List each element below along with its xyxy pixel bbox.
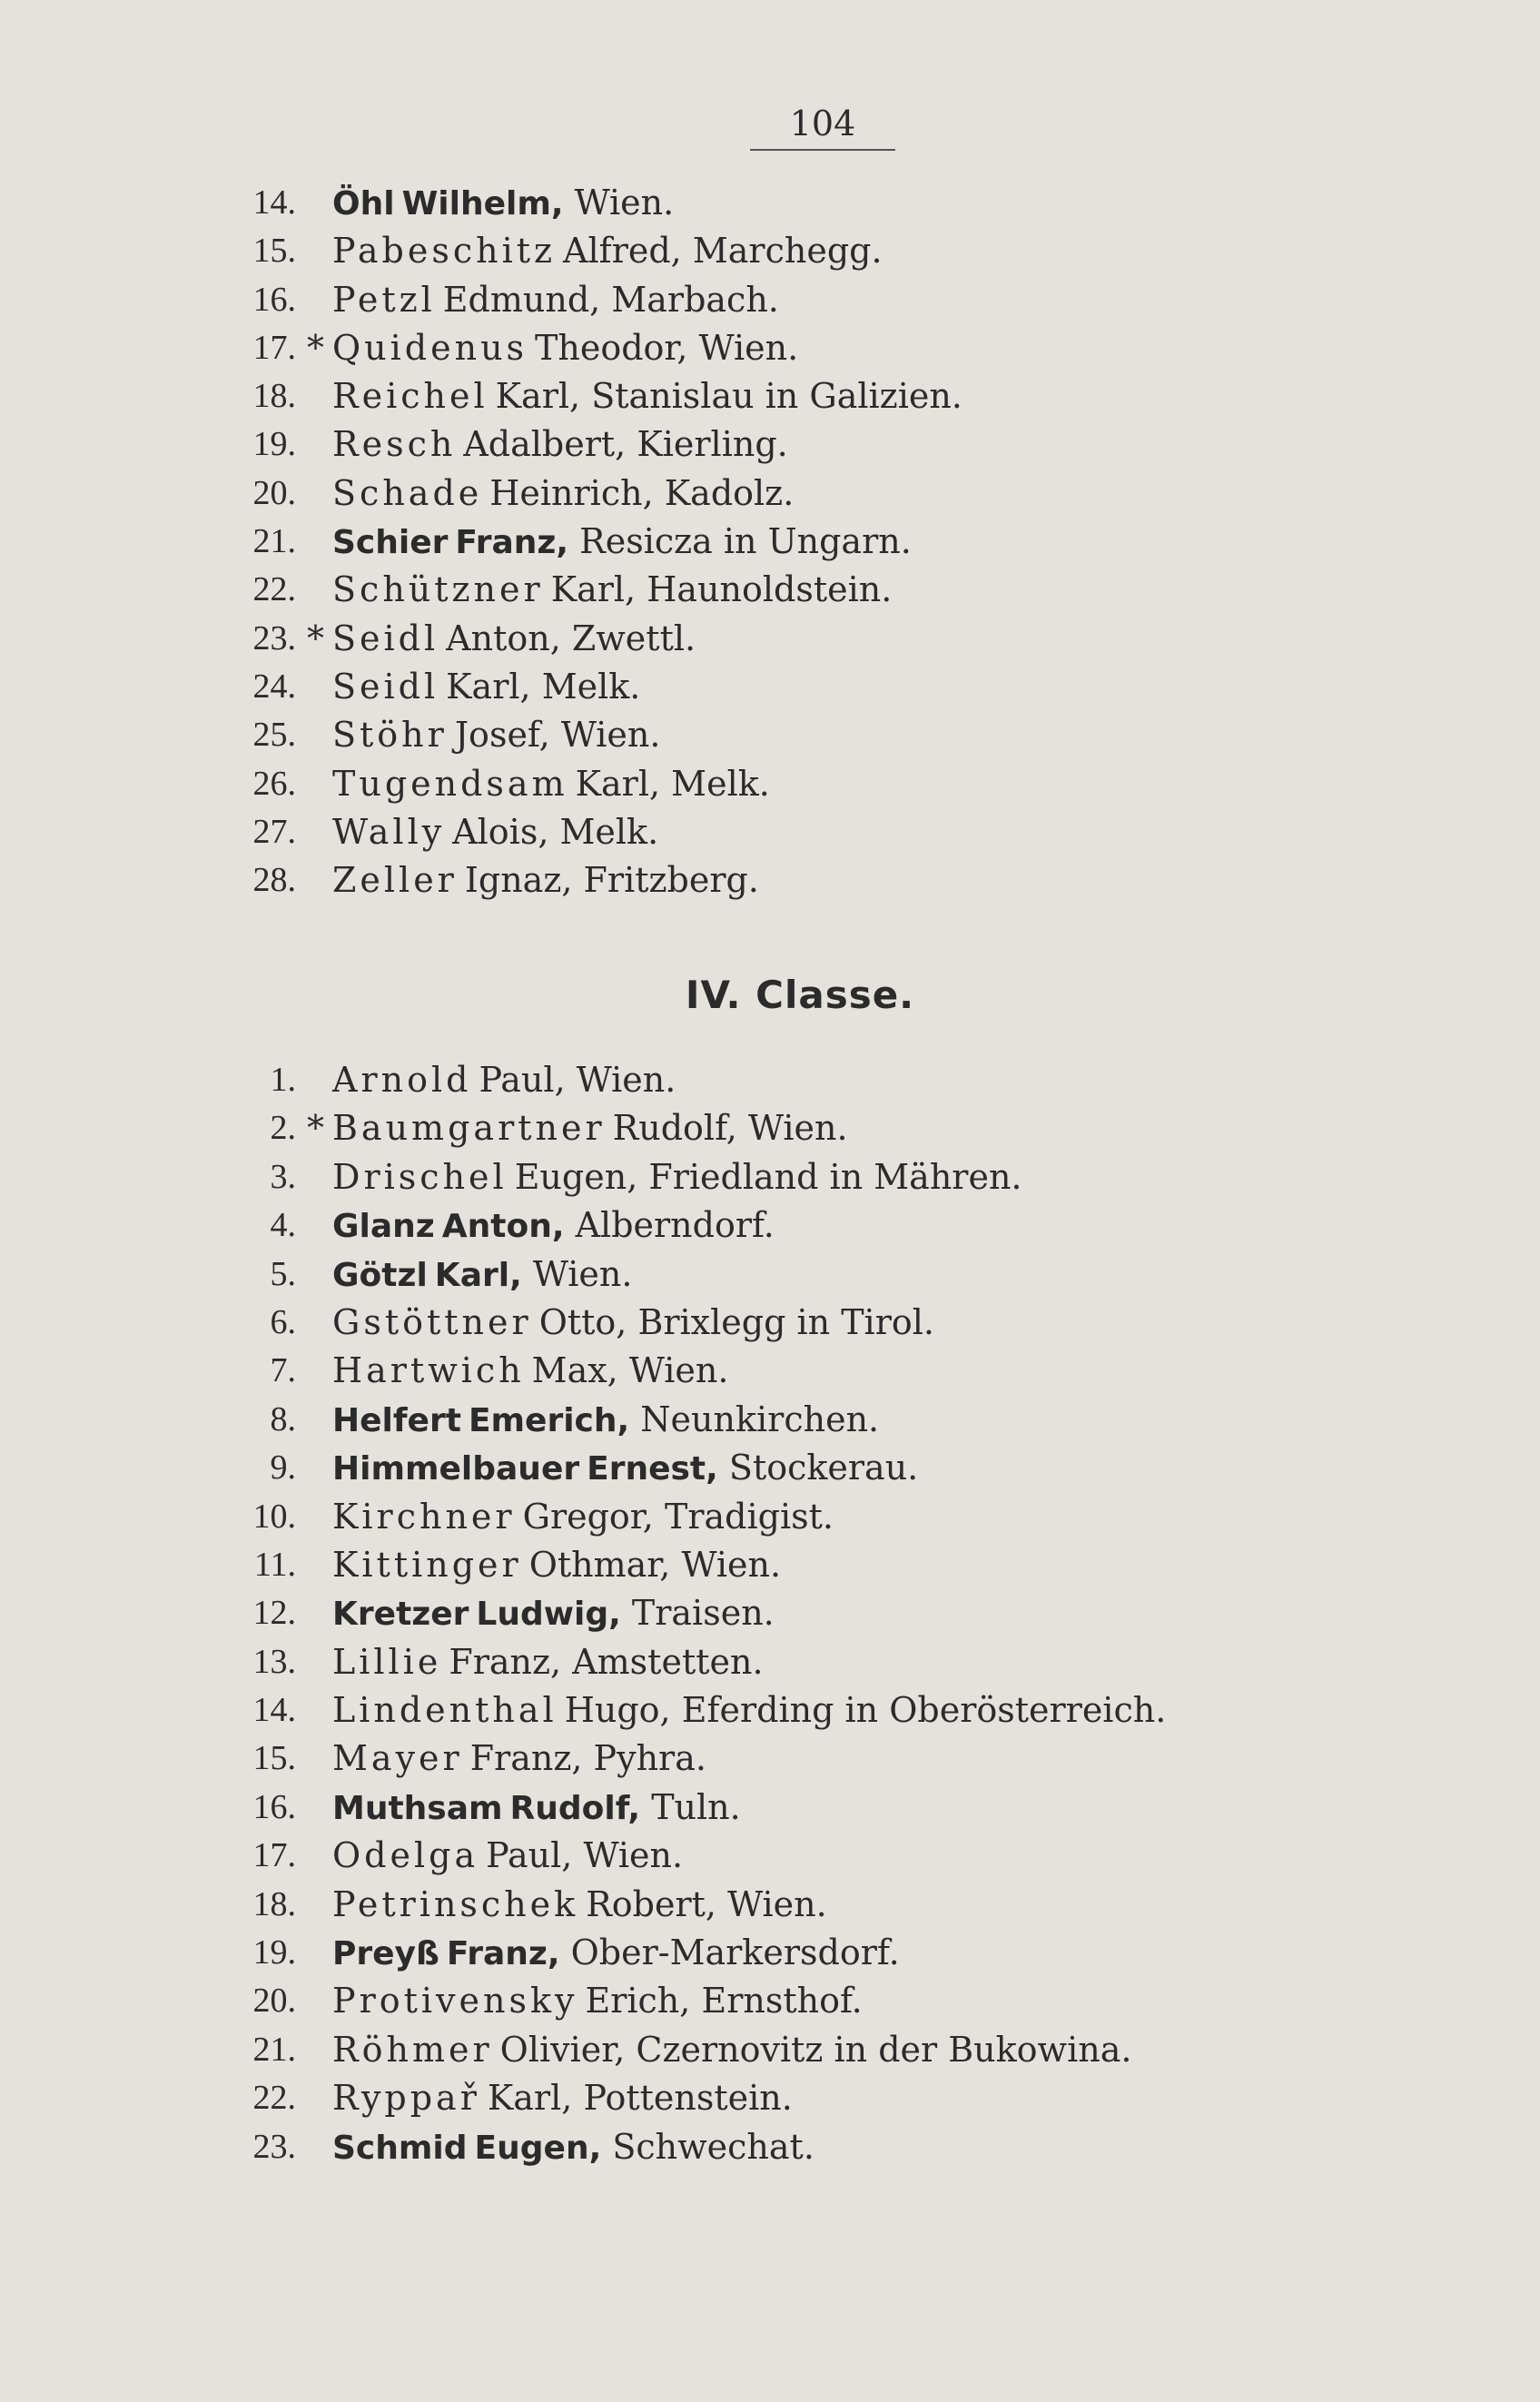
- entry-number: 22.: [252, 2079, 296, 2118]
- student-surname: Glanz: [332, 1208, 435, 1246]
- student-surname: Lindenthal: [332, 1690, 558, 1731]
- entry-number: 12.: [252, 1594, 296, 1633]
- student-hometown: Traisen.: [631, 1593, 775, 1634]
- entry-number: 2.: [270, 1109, 296, 1148]
- student-hometown: Wien.: [628, 1350, 729, 1391]
- student-given-name: Anton,: [441, 1208, 565, 1246]
- entry-number: 5.: [270, 1254, 296, 1293]
- entry-number: 11.: [253, 1545, 296, 1584]
- student-given-name: Paul,: [479, 1060, 566, 1100]
- entry-number: 21.: [252, 2030, 296, 2069]
- student-hometown: Wien.: [681, 1544, 782, 1585]
- entry-text: [332, 1735, 706, 1783]
- list-item: [0, 1444, 1540, 1492]
- student-given-name: Olivier,: [499, 2029, 626, 2070]
- student-hometown: Wien.: [698, 327, 799, 368]
- student-given-name: Emerich,: [468, 1401, 630, 1439]
- student-surname: Röhmer: [332, 2029, 493, 2070]
- entry-number: 3.: [270, 1157, 296, 1196]
- entry-number: 15.: [252, 1739, 296, 1778]
- entry-number: 15.: [252, 232, 296, 271]
- list-item: [0, 1104, 1540, 1152]
- student-hometown: Schwechat.: [612, 2126, 814, 2167]
- list-item: [0, 2123, 1540, 2171]
- list-item: [0, 2026, 1540, 2074]
- page-number: 104: [750, 98, 895, 151]
- student-hometown: Wien.: [583, 1835, 684, 1876]
- list-item: [0, 1347, 1540, 1395]
- student-surname: Reichel: [332, 376, 489, 417]
- entry-text: [332, 1347, 728, 1395]
- list-item: [0, 1396, 1540, 1444]
- student-surname: Helfert: [332, 1401, 461, 1439]
- student-given-name: Karl,: [446, 666, 531, 707]
- asterisk-mark: *: [307, 1108, 324, 1149]
- student-given-name: Josef,: [454, 715, 550, 756]
- student-hometown: Kierling.: [637, 424, 788, 465]
- entry-text: [332, 1541, 781, 1589]
- list-item: [0, 2074, 1540, 2122]
- entry-text: [332, 1201, 775, 1250]
- student-given-name: Alfred,: [563, 231, 682, 272]
- entry-text: [332, 1153, 1022, 1201]
- list-item: [0, 1977, 1540, 2025]
- list-item: [0, 1056, 1540, 1104]
- list-item: [0, 1541, 1540, 1589]
- student-hometown: Pottenstein.: [583, 2078, 793, 2119]
- list-item: [0, 1589, 1540, 1637]
- student-given-name: Franz,: [469, 1738, 583, 1779]
- list-item: [0, 470, 1540, 518]
- student-given-name: Franz,: [449, 1641, 562, 1682]
- student-hometown: Fritzberg.: [583, 860, 759, 901]
- entry-number: 21.: [252, 522, 296, 561]
- list-item: [0, 1832, 1540, 1880]
- entry-text: [332, 420, 788, 469]
- student-surname: Kirchner: [332, 1496, 516, 1537]
- entry-text: [332, 1589, 775, 1638]
- entry-text: [332, 324, 798, 372]
- entry-text: [332, 1977, 863, 2025]
- list-item: [0, 711, 1540, 759]
- entry-number: 22.: [252, 570, 296, 609]
- list-item: [0, 856, 1540, 904]
- section-heading-class-iv: IV. Classe.: [685, 973, 915, 1017]
- list-item: [0, 615, 1540, 663]
- entry-number: 14.: [252, 1691, 296, 1730]
- list-item: [0, 663, 1540, 711]
- entry-text: [332, 1104, 848, 1152]
- entry-text: [332, 2074, 793, 2122]
- student-surname: Seidl: [332, 618, 439, 658]
- student-surname: Resch: [332, 424, 457, 465]
- student-surname: Götzl: [332, 1256, 428, 1294]
- entry-number: 19.: [252, 425, 296, 464]
- student-hometown: Pyhra.: [593, 1738, 706, 1779]
- student-given-name: Franz,: [446, 1935, 560, 1973]
- student-surname: Petrinschek: [332, 1883, 579, 1924]
- entry-number: 20.: [252, 1982, 296, 2021]
- list-item: [0, 1153, 1540, 1201]
- student-given-name: Ludwig,: [476, 1596, 621, 1634]
- student-surname: Preyß: [332, 1935, 439, 1973]
- entry-text: [332, 1784, 741, 1833]
- entry-text: [332, 518, 912, 567]
- student-hometown: Marbach.: [611, 279, 779, 320]
- student-given-name: Paul,: [486, 1835, 573, 1876]
- entry-text: [332, 856, 759, 904]
- student-hometown: Wien.: [747, 1108, 848, 1149]
- entry-text: [332, 372, 962, 420]
- student-surname: Schade: [332, 472, 483, 513]
- student-given-name: Anton,: [446, 618, 561, 658]
- asterisk-mark: *: [307, 327, 324, 368]
- student-given-name: Eugen,: [474, 2129, 602, 2167]
- student-surname: Schützner: [332, 569, 544, 610]
- entry-number: 7.: [270, 1351, 296, 1390]
- student-list-previous-class: [0, 179, 1540, 904]
- student-surname: Gstöttner: [332, 1301, 532, 1342]
- entry-text: [332, 2026, 1131, 2074]
- student-hometown: Stanislau in Galizien.: [591, 376, 962, 417]
- entry-number: 1.: [270, 1061, 296, 1099]
- list-item: [0, 1686, 1540, 1735]
- entry-number: 16.: [252, 280, 296, 319]
- entry-text: [332, 1881, 827, 1929]
- student-given-name: Rudolf,: [509, 1789, 641, 1827]
- entry-text: [332, 808, 658, 856]
- entry-number: 26.: [252, 764, 296, 803]
- list-item: [0, 420, 1540, 469]
- student-hometown: Eferding in Oberösterreich.: [681, 1690, 1167, 1731]
- entry-text: [332, 1444, 918, 1493]
- entry-text: [332, 1929, 900, 1978]
- list-item: [0, 1929, 1540, 1977]
- entry-text: [332, 566, 892, 614]
- student-surname: Pabeschitz: [332, 231, 557, 272]
- entry-number: 4.: [270, 1206, 296, 1245]
- entry-text: [332, 1396, 879, 1445]
- student-given-name: Heinrich,: [489, 472, 654, 513]
- list-item: [0, 1881, 1540, 1929]
- list-item: [0, 1201, 1540, 1250]
- student-surname: Odelga: [332, 1835, 479, 1876]
- student-hometown: Wien.: [576, 1060, 676, 1100]
- entry-text: [332, 1056, 676, 1104]
- student-hometown: Kadolz.: [664, 472, 795, 513]
- list-item: [0, 372, 1540, 420]
- student-hometown: Wien.: [532, 1253, 633, 1294]
- entry-number: 10.: [252, 1497, 296, 1536]
- list-item: [0, 1299, 1540, 1347]
- student-hometown: Tuln.: [651, 1786, 741, 1827]
- student-surname: Petzl: [332, 279, 436, 320]
- student-given-name: Karl,: [434, 1256, 522, 1294]
- list-item: [0, 1784, 1540, 1832]
- student-hometown: Czernovitz in der Bukowina.: [636, 2029, 1132, 2070]
- entry-number: 14.: [252, 183, 296, 222]
- student-given-name: Wilhelm,: [401, 185, 564, 222]
- student-surname: Mayer: [332, 1738, 463, 1779]
- student-hometown: Neunkirchen.: [640, 1399, 880, 1439]
- list-item: [0, 324, 1540, 372]
- entry-number: 18.: [252, 1884, 296, 1923]
- student-hometown: Melk.: [541, 666, 641, 707]
- student-surname: Quidenus: [332, 327, 528, 368]
- list-item: [0, 1250, 1540, 1299]
- student-given-name: Alois,: [452, 811, 549, 852]
- student-given-name: Karl,: [495, 376, 581, 417]
- entry-number: 23.: [252, 618, 296, 657]
- student-given-name: Ignaz,: [464, 860, 573, 901]
- student-given-name: Max,: [531, 1350, 618, 1391]
- student-given-name: Karl,: [487, 2078, 573, 2119]
- entry-number: 9.: [270, 1448, 296, 1488]
- student-surname: Protivensky: [332, 1981, 578, 2021]
- list-item: [0, 808, 1540, 856]
- list-item: [0, 1493, 1540, 1541]
- list-item: [0, 179, 1540, 227]
- student-surname: Drischel: [332, 1156, 508, 1197]
- student-given-name: Eugen,: [514, 1156, 638, 1197]
- student-surname: Zeller: [332, 860, 458, 901]
- student-hometown: Friedland in Mähren.: [648, 1156, 1022, 1197]
- entry-text: [332, 2123, 814, 2172]
- student-list-class-iv: [0, 1056, 1540, 2171]
- entry-number: 27.: [252, 812, 296, 851]
- student-given-name: Robert,: [586, 1883, 717, 1924]
- student-hometown: Wien.: [727, 1883, 827, 1924]
- entry-text: [332, 711, 660, 759]
- entry-text: [332, 1686, 1166, 1735]
- entry-number: 19.: [252, 1933, 296, 1972]
- list-item: [0, 760, 1540, 808]
- entry-number: 6.: [270, 1302, 296, 1341]
- student-surname: Himmelbauer: [332, 1450, 580, 1488]
- student-surname: Arnold: [332, 1060, 472, 1100]
- student-given-name: Erich,: [585, 1981, 691, 2021]
- list-item: [0, 518, 1540, 566]
- student-surname: Baumgartner: [332, 1108, 606, 1149]
- student-hometown: Resicza in Ungarn.: [579, 521, 912, 562]
- student-surname: Schier: [332, 524, 449, 562]
- student-surname: Öhl: [332, 185, 395, 222]
- entry-text: [332, 227, 883, 275]
- student-hometown: Haunoldstein.: [647, 569, 893, 610]
- entry-number: 24.: [252, 667, 296, 706]
- student-surname: Kittinger: [332, 1544, 522, 1585]
- entry-number: 25.: [252, 716, 296, 755]
- student-surname: Lillie: [332, 1641, 442, 1682]
- list-item: [0, 227, 1540, 275]
- entry-number: 20.: [252, 473, 296, 512]
- list-item: [0, 1638, 1540, 1686]
- entry-number: 17.: [252, 328, 296, 367]
- entry-number: 13.: [252, 1642, 296, 1681]
- student-given-name: Rudolf,: [612, 1108, 737, 1149]
- student-hometown: Zwettl.: [571, 618, 696, 658]
- student-surname: Seidl: [332, 666, 439, 707]
- student-given-name: Gregor,: [522, 1496, 654, 1537]
- student-given-name: Hugo,: [564, 1690, 671, 1731]
- student-given-name: Edmund,: [442, 279, 601, 320]
- student-hometown: Wien.: [560, 715, 661, 756]
- entry-text: [332, 760, 770, 808]
- entry-text: [332, 1299, 934, 1347]
- student-hometown: Amstetten.: [572, 1641, 764, 1682]
- entry-text: [332, 1250, 632, 1300]
- student-surname: Hartwich: [332, 1350, 525, 1391]
- entry-number: 17.: [252, 1836, 296, 1875]
- student-surname: Muthsam: [332, 1789, 503, 1827]
- entry-text: [332, 470, 794, 518]
- list-item: [0, 1735, 1540, 1783]
- entry-text: [332, 663, 640, 711]
- entry-text: [332, 615, 696, 663]
- student-hometown: Marchegg.: [692, 231, 883, 272]
- student-given-name: Karl,: [550, 569, 637, 610]
- entry-text: [332, 179, 674, 228]
- student-surname: Kretzer: [332, 1596, 469, 1634]
- student-hometown: Wien.: [574, 183, 675, 222]
- entry-text: [332, 1493, 834, 1541]
- entry-text: [332, 276, 779, 324]
- student-surname: Wally: [332, 811, 446, 852]
- student-hometown: Melk.: [559, 811, 659, 852]
- student-given-name: Ernest,: [587, 1450, 718, 1488]
- student-hometown: Alberndorf.: [575, 1205, 775, 1246]
- student-given-name: Karl,: [575, 763, 661, 804]
- list-item: [0, 566, 1540, 614]
- student-hometown: Tradigist.: [664, 1496, 834, 1537]
- student-surname: Schmid: [332, 2129, 468, 2167]
- entry-number: 16.: [252, 1787, 296, 1826]
- entry-number: 23.: [252, 2127, 296, 2166]
- student-hometown: Melk.: [671, 763, 770, 804]
- student-hometown: Ober-Markersdorf.: [570, 1932, 900, 1973]
- student-given-name: Adalbert,: [463, 424, 627, 465]
- student-hometown: Stockerau.: [728, 1448, 919, 1488]
- asterisk-mark: *: [307, 618, 324, 658]
- entry-number: 28.: [252, 861, 296, 900]
- student-hometown: Ernsthof.: [701, 1981, 863, 2021]
- student-given-name: Othmar,: [528, 1544, 671, 1585]
- entry-text: [332, 1638, 764, 1686]
- entry-number: 8.: [270, 1399, 296, 1438]
- student-surname: Ryppař: [332, 2078, 480, 2119]
- student-given-name: Franz,: [455, 524, 568, 562]
- student-given-name: Otto,: [538, 1301, 627, 1342]
- student-hometown: Brixlegg in Tirol.: [637, 1301, 934, 1342]
- list-item: [0, 276, 1540, 324]
- student-surname: Stöhr: [332, 715, 448, 756]
- entry-number: 18.: [252, 377, 296, 416]
- entry-text: [332, 1832, 683, 1880]
- student-surname: Tugendsam: [332, 763, 568, 804]
- student-given-name: Theodor,: [535, 327, 688, 368]
